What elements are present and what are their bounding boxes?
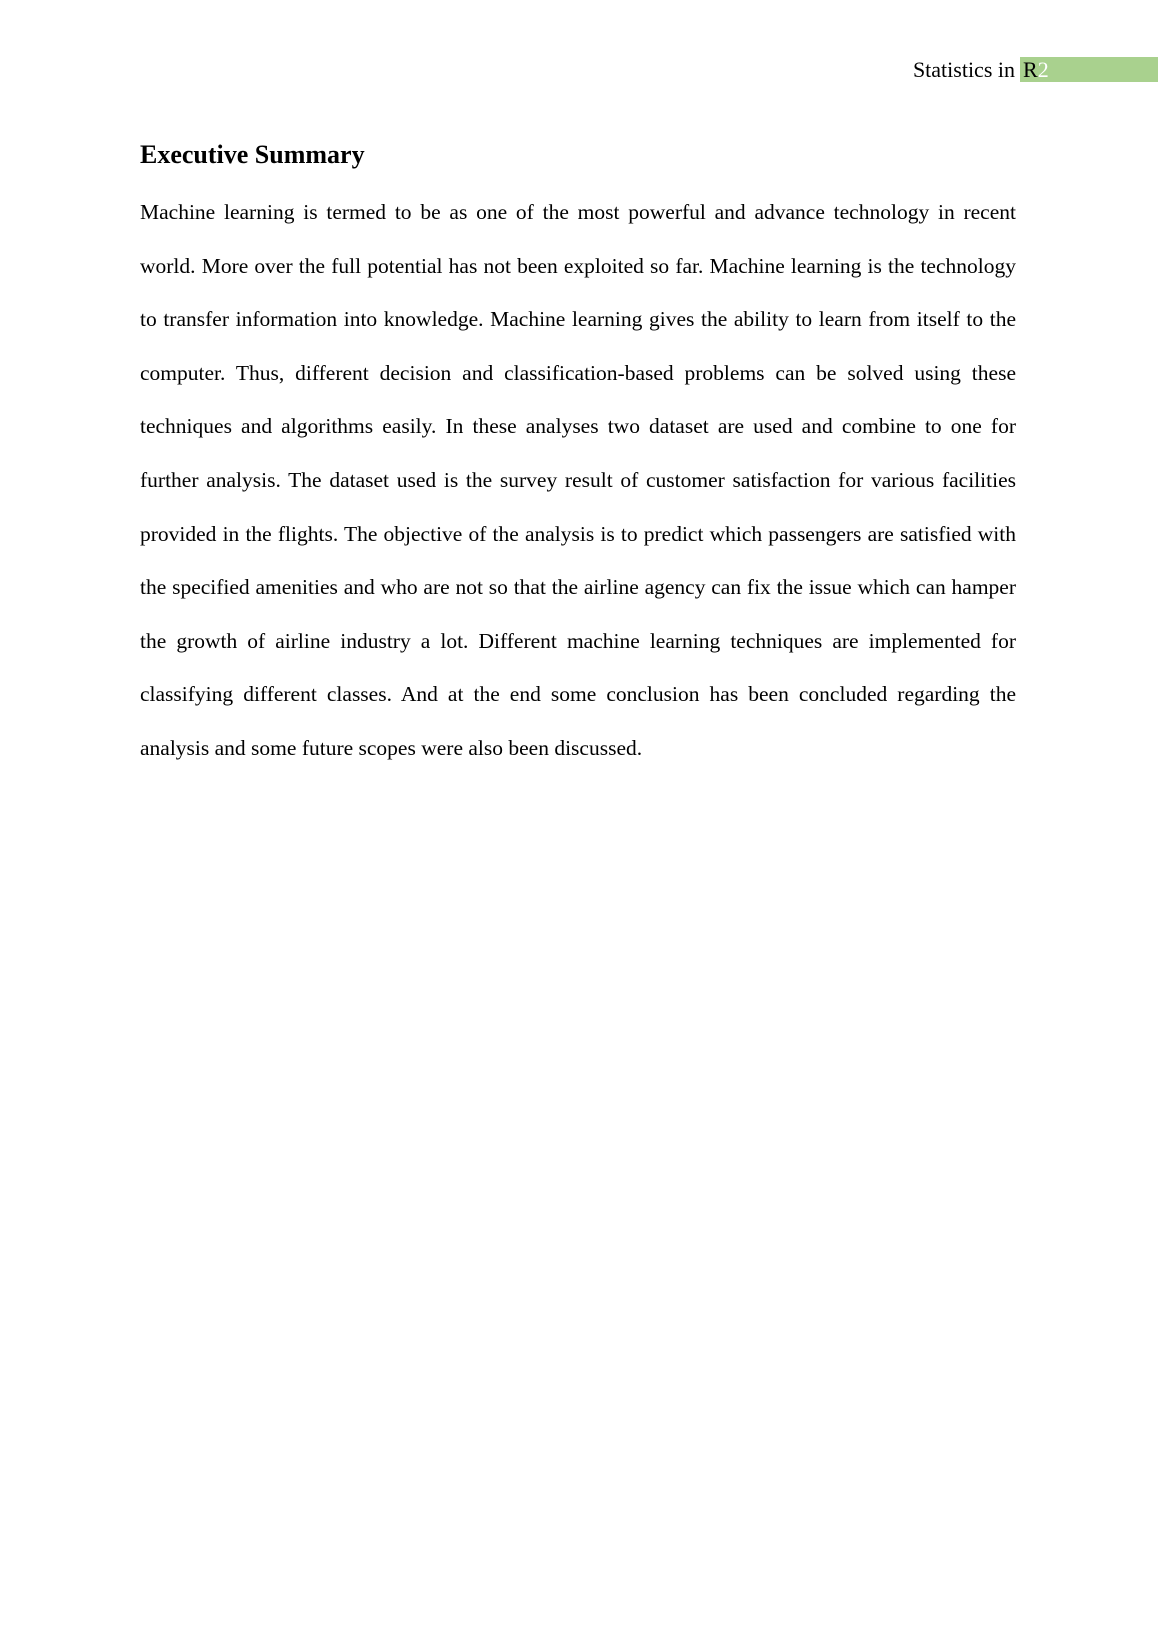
page-number: 2 — [1037, 57, 1049, 82]
header-page-band — [1020, 57, 1158, 82]
section-heading: Executive Summary — [140, 140, 365, 169]
header-title: Statistics in — [912, 57, 1015, 82]
header-band-letter: R — [1023, 57, 1038, 82]
page-header — [913, 56, 1158, 83]
section-body-paragraph: Machine learning is termed to be as one of the most powerful and advance technology in recent world. More over the full potential has not been exploited so far. Machine learning is the technology to transfer information into knowledge. Machine learning gives the ability to learn from itself to the computer. Thus, different decision and classification-based problems can be solved using these techniques and algorithms easily. In these analyses two dataset are used and combine to one for further analysis. The dataset used is the survey result of customer satisfaction for various facilities provided in the flights. The objective of the analysis is to predict which passengers are satisfied with the specified amenities and who are not so that the airline agency can fix the issue which can hamper the growth of airline industry a lot. Different machine learning techniques are implemented for classifying different classes. And at the end some conclusion has been concluded regarding the analysis and some future scopes were also been discussed. — [140, 200, 1016, 760]
main-content — [140, 138, 1016, 776]
